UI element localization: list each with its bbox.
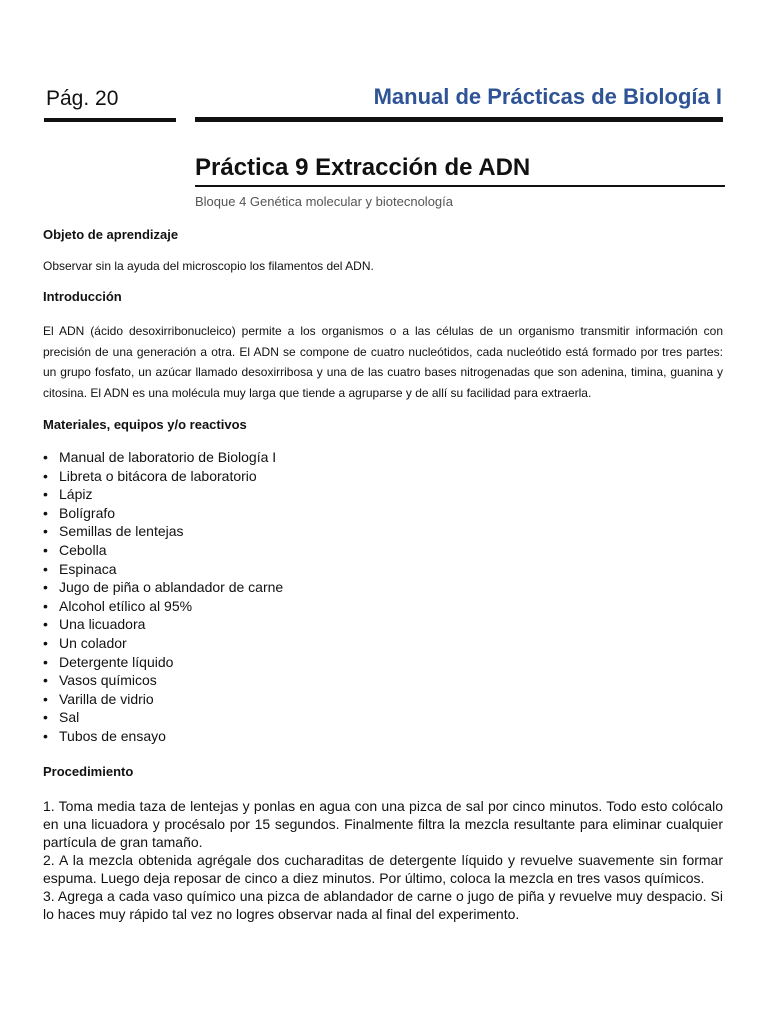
procedure-heading: Procedimiento xyxy=(43,763,134,779)
objective-heading: Objeto de aprendizaje xyxy=(43,227,179,242)
list-item: • Lápiz xyxy=(43,486,93,503)
list-item: • Jugo de piña o ablandador de carne xyxy=(43,579,284,596)
materials-heading: Materiales, equipos y/o reactivos xyxy=(43,417,247,432)
list-item: • Sal xyxy=(43,709,80,726)
practice-title: Práctica 9 Extracción de ADN xyxy=(195,154,531,181)
practice-subtitle: Bloque 4 Genética molecular y biotecnología xyxy=(195,194,453,209)
bullet-icon: • xyxy=(43,449,48,465)
title-rule xyxy=(195,185,725,187)
procedure-step: 1. Toma media taza de lentejas y ponlas en agua con una pizca de sal por cinco minutos. Todo esto colócalo en una licuadora y procésalo por 15 segundos. Finalmente filtra la mezcla resultante para eliminar cualquier partícula de gran tamaño. xyxy=(43,797,723,850)
page-number: Pág. 20 xyxy=(46,87,119,110)
list-item: • Alcohol etílico al 95% xyxy=(43,597,193,614)
procedure-steps xyxy=(43,797,723,923)
bullet-icon: • xyxy=(43,504,48,521)
list-item: • Varilla de vidrio xyxy=(43,690,154,707)
introduction-text: El ADN (ácido desoxirribonucleico) permite a los organismos o a las células de un organismo transmitir información con precisión de una generación a otra. El ADN se compone de cuatro nucleótidos, cada nucleótido está formado por tres partes: un grupo fosfato, un azúcar llamado desoxirribosa y una de las cuatro bases nitrogenadas que son adenina, timina, guanina y citosina. El ADN es una molécula muy larga que tiende a agruparse y de allí su facilidad para extraerla. xyxy=(43,324,723,400)
list-item: • Cebolla xyxy=(43,541,107,558)
bullet-icon: • xyxy=(43,727,48,744)
list-item: • Bolígrafo xyxy=(43,504,116,521)
list-item: • Semillas de lentejas xyxy=(43,523,184,540)
bullet-icon: • xyxy=(43,486,48,503)
header-rule-left xyxy=(44,118,176,122)
list-item: • Espinaca xyxy=(43,560,117,577)
bullet-icon: • xyxy=(43,634,48,651)
bullet-icon: • xyxy=(43,672,48,689)
bullet-icon: • xyxy=(43,541,48,558)
objective-text: Observar sin la ayuda del microscopio los filamentos del ADN. xyxy=(43,259,374,273)
materials-list xyxy=(43,448,723,746)
procedure-step: 2. A la mezcla obtenida agrégale dos cucharaditas de detergente líquido y revuelve suavemente sin formar espuma. Luego deja reposar de cinco a diez minutos. Por último, coloca la mezcla en tres vasos químicos. xyxy=(43,851,723,886)
bullet-icon: • xyxy=(43,690,48,707)
list-item: • Un colador xyxy=(43,634,127,651)
list-item: • Manual de laboratorio de Biología I xyxy=(43,449,277,465)
bullet-icon: • xyxy=(43,616,48,633)
list-item: • Vasos químicos xyxy=(43,672,157,689)
bullet-icon: • xyxy=(43,523,48,540)
bullet-icon: • xyxy=(43,467,48,484)
header-rule-right xyxy=(195,117,723,122)
bullet-icon: • xyxy=(43,597,48,614)
list-item: • Una licuadora xyxy=(43,616,146,633)
bullet-icon: • xyxy=(43,579,48,596)
list-item: • Libreta o bitácora de laboratorio xyxy=(43,467,257,484)
bullet-icon: • xyxy=(43,709,48,726)
introduction-heading: Introducción xyxy=(43,289,122,304)
manual-title: Manual de Prácticas de Biología I xyxy=(373,84,722,109)
list-item: • Tubos de ensayo xyxy=(43,727,166,744)
list-item: • Detergente líquido xyxy=(43,653,174,670)
procedure-step: 3. Agrega a cada vaso químico una pizca de ablandador de carne o jugo de piña y revuelve muy despacio. Si lo haces muy rápido tal vez no logres observar nada al final del experimento. xyxy=(43,887,723,922)
document-body xyxy=(43,227,723,923)
bullet-icon: • xyxy=(43,560,48,577)
bullet-icon: • xyxy=(43,653,48,670)
